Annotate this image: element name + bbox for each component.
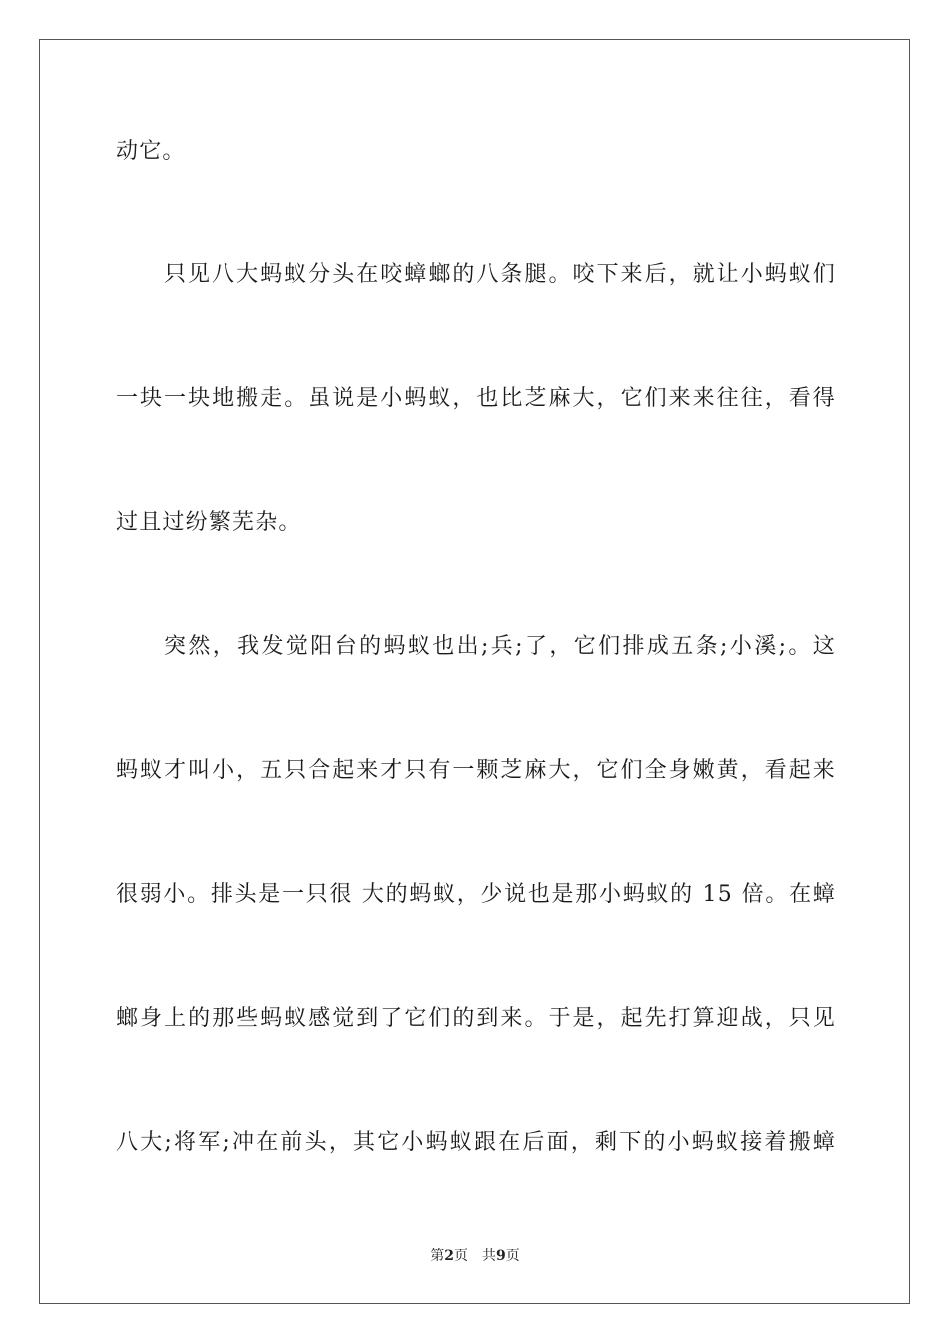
total-pages-number: 9 [496, 1248, 506, 1264]
total-label-prefix: 共 [482, 1248, 496, 1264]
page-footer [0, 1247, 950, 1265]
text-line-5: 突然，我发觉阳台的蚂蚁也出;兵;了，它们排成五条;小溪;。这 [164, 634, 836, 659]
text-line-3: 一块一块地搬走。虽说是小蚂蚁，也比芝麻大，它们来来往往，看得 [116, 386, 836, 411]
text-line-1: 动它。 [116, 139, 186, 164]
text-line-4: 过且过纷繁芜杂。 [116, 510, 302, 535]
text-line-9: 八大;将军;冲在前头，其它小蚂蚁跟在后面，剩下的小蚂蚁接着搬蟑 [116, 1130, 836, 1155]
text-line-7: 很弱小。排头是一只很 大的蚂蚁，少说也是那小蚂蚁的 15 倍。在蟑 [116, 882, 836, 907]
page-label-suffix: 页 [454, 1248, 468, 1264]
text-line-2: 只见八大蚂蚁分头在咬蟑螂的八条腿。咬下来后，就让小蚂蚁们 [164, 262, 836, 287]
total-label-suffix: 页 [505, 1248, 520, 1264]
page-label-prefix: 第 [430, 1248, 445, 1264]
text-line-8: 螂身上的那些蚂蚁感觉到了它们的到来。于是，起先打算迎战，只见 [116, 1006, 836, 1031]
page-border [39, 39, 910, 1304]
text-line-6: 蚂蚁才叫小，五只合起来才只有一颗芝麻大，它们全身嫩黄，看起来 [116, 758, 836, 783]
current-page-number: 2 [444, 1248, 454, 1264]
